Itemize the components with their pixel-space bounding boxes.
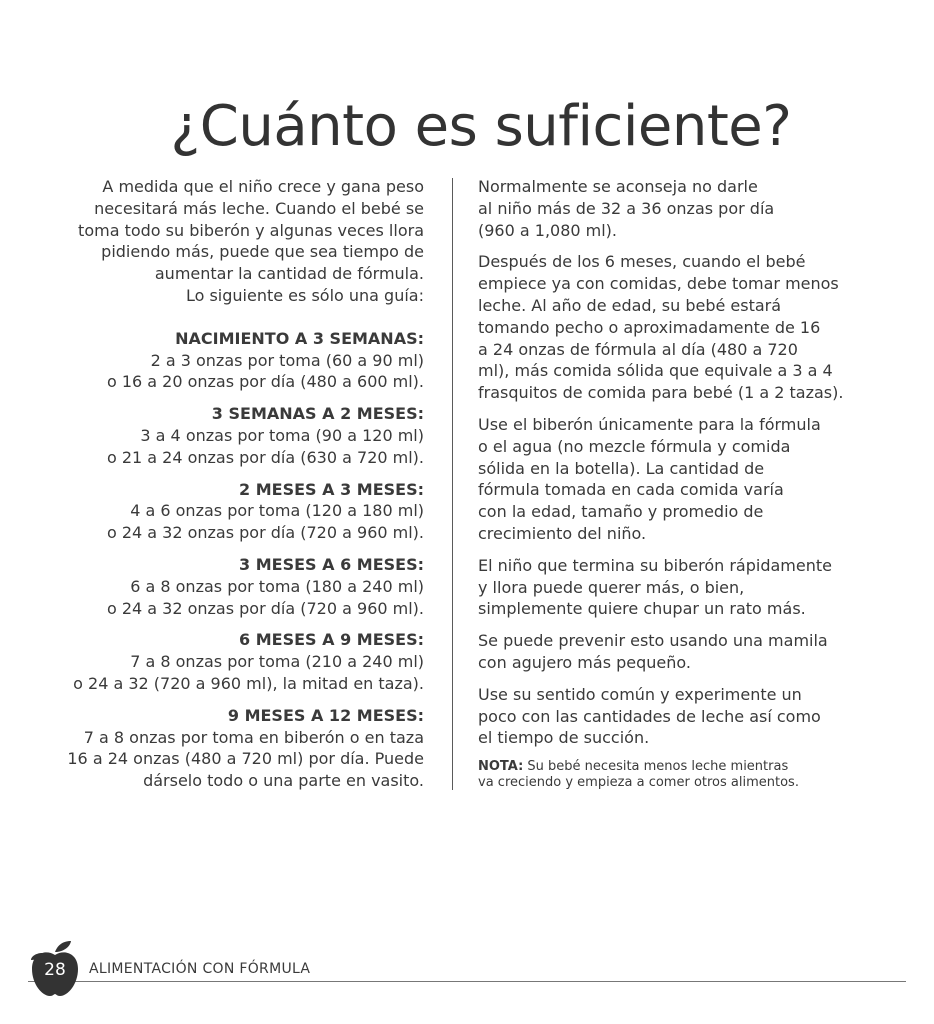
paragraph-line: Use el biberón únicamente para la fórmula bbox=[478, 414, 821, 434]
paragraph-line: al niño más de 32 a 36 onzas por día bbox=[478, 198, 775, 218]
intro-paragraph bbox=[40, 176, 424, 307]
nipple-paragraph bbox=[478, 630, 868, 674]
paragraph-line: el tiempo de succión. bbox=[478, 728, 650, 748]
note bbox=[478, 759, 868, 791]
paragraph-line: con la edad, tamaño y promedio de bbox=[478, 502, 764, 522]
age-group-line: o 24 a 32 (720 a 960 ml), la mitad en taza). bbox=[73, 673, 424, 693]
paragraph-line: o el agua (no mezcle fórmula y comida bbox=[478, 436, 791, 456]
age-group-heading: 2 MESES A 3 MESES: bbox=[239, 479, 424, 499]
age-group-line: o 24 a 32 onzas por día (720 a 960 ml). bbox=[106, 598, 424, 618]
age-group-line: dárselo todo o una parte en vasito. bbox=[143, 771, 424, 791]
section-label: ALIMENTACIÓN CON FÓRMULA bbox=[89, 961, 311, 977]
paragraph-line: Use su sentido común y experimente un bbox=[478, 684, 802, 704]
page-number: 28 bbox=[44, 960, 66, 980]
paragraph-line: fórmula tomada en cada comida varía bbox=[478, 480, 784, 500]
intro-line: toma todo su biberón y algunas veces llora bbox=[78, 220, 424, 240]
note-line bbox=[478, 759, 868, 775]
paragraph-line: (960 a 1,080 ml). bbox=[478, 220, 618, 240]
left-column bbox=[40, 176, 424, 802]
paragraph-line: Después de los 6 meses, cuando el bebé bbox=[478, 252, 806, 272]
age-group-line: 7 a 8 onzas por toma (210 a 240 ml) bbox=[130, 652, 424, 672]
max-intake-paragraph bbox=[478, 176, 868, 241]
intro-line: aumentar la cantidad de fórmula. bbox=[154, 264, 424, 284]
note-line: va creciendo y empieza a comer otros alimentos. bbox=[478, 775, 799, 791]
bottle-use-paragraph bbox=[478, 414, 868, 545]
paragraph-line: ml), más comida sólida que equivale a 3 a 4 bbox=[478, 361, 833, 381]
paragraph-line: El niño que termina su biberón rápidamente bbox=[478, 555, 832, 575]
age-group-line: 6 a 8 onzas por toma (180 a 240 ml) bbox=[130, 576, 424, 596]
paragraph-line: crecimiento del niño. bbox=[478, 523, 647, 543]
note-label: NOTA: bbox=[478, 759, 524, 775]
age-group-3-weeks-2-months bbox=[40, 403, 424, 468]
age-group-9-12-months bbox=[40, 705, 424, 792]
page-title: ¿Cuánto es suficiente? bbox=[170, 94, 792, 159]
paragraph-line: leche. Al año de edad, su bebé estará bbox=[478, 295, 782, 315]
age-group-line: 16 a 24 onzas (480 a 720 ml) por día. Puede bbox=[67, 749, 424, 769]
after-6-months-paragraph bbox=[478, 251, 868, 404]
age-group-line: 3 a 4 onzas por toma (90 a 120 ml) bbox=[140, 425, 424, 445]
age-group-line: o 16 a 20 onzas por día (480 a 600 ml). bbox=[106, 372, 424, 392]
paragraph-line: sólida en la botella). La cantidad de bbox=[478, 458, 765, 478]
paragraph-line: Se puede prevenir esto usando una mamila bbox=[478, 631, 828, 651]
age-group-heading: 3 SEMANAS A 2 MESES: bbox=[211, 404, 424, 424]
paragraph-line: poco con las cantidades de leche así como bbox=[478, 706, 821, 726]
note-text: Su bebé necesita menos leche mientras bbox=[523, 759, 789, 775]
age-group-heading: NACIMIENTO A 3 SEMANAS: bbox=[175, 328, 424, 348]
age-group-line: 7 a 8 onzas por toma en biberón o en taza bbox=[83, 727, 424, 747]
paragraph-line: Normalmente se aconseja no darle bbox=[478, 177, 758, 196]
footer-rule bbox=[28, 981, 906, 982]
intro-line: pidiendo más, puede que sea tiempo de bbox=[101, 242, 424, 262]
right-column bbox=[478, 176, 868, 791]
age-group-line: o 21 a 24 onzas por día (630 a 720 ml). bbox=[106, 447, 424, 467]
fast-feeding-paragraph bbox=[478, 555, 868, 620]
age-group-line: 2 a 3 onzas por toma (60 a 90 ml) bbox=[150, 350, 424, 370]
age-group-3-6-months bbox=[40, 554, 424, 619]
intro-line: necesitará más leche. Cuando el bebé se bbox=[94, 198, 424, 218]
age-group-heading: 6 MESES A 9 MESES: bbox=[239, 630, 424, 650]
age-group-2-3-months bbox=[40, 479, 424, 544]
paragraph-line: simplemente quiere chupar un rato más. bbox=[478, 599, 806, 619]
common-sense-paragraph bbox=[478, 684, 868, 749]
paragraph-line: y llora puede querer más, o bien, bbox=[478, 577, 745, 597]
column-divider bbox=[452, 178, 453, 790]
age-group-heading: 3 MESES A 6 MESES: bbox=[239, 554, 424, 574]
intro-line: Lo siguiente es sólo una guía: bbox=[185, 285, 424, 305]
age-group-birth-3-weeks bbox=[40, 328, 424, 393]
intro-line: A medida que el niño crece y gana peso bbox=[102, 177, 424, 196]
paragraph-line: con agujero más pequeño. bbox=[478, 652, 691, 672]
paragraph-line: empiece ya con comidas, debe tomar menos bbox=[478, 274, 839, 294]
paragraph-line: a 24 onzas de fórmula al día (480 a 720 bbox=[478, 339, 798, 359]
age-group-line: o 24 a 32 onzas por día (720 a 960 ml). bbox=[106, 523, 424, 543]
age-group-6-9-months bbox=[40, 629, 424, 694]
age-group-heading: 9 MESES A 12 MESES: bbox=[227, 705, 424, 725]
paragraph-line: tomando pecho o aproximadamente de 16 bbox=[478, 317, 821, 337]
paragraph-line: frasquitos de comida para bebé (1 a 2 tazas). bbox=[478, 383, 844, 403]
age-group-line: 4 a 6 onzas por toma (120 a 180 ml) bbox=[130, 501, 424, 521]
